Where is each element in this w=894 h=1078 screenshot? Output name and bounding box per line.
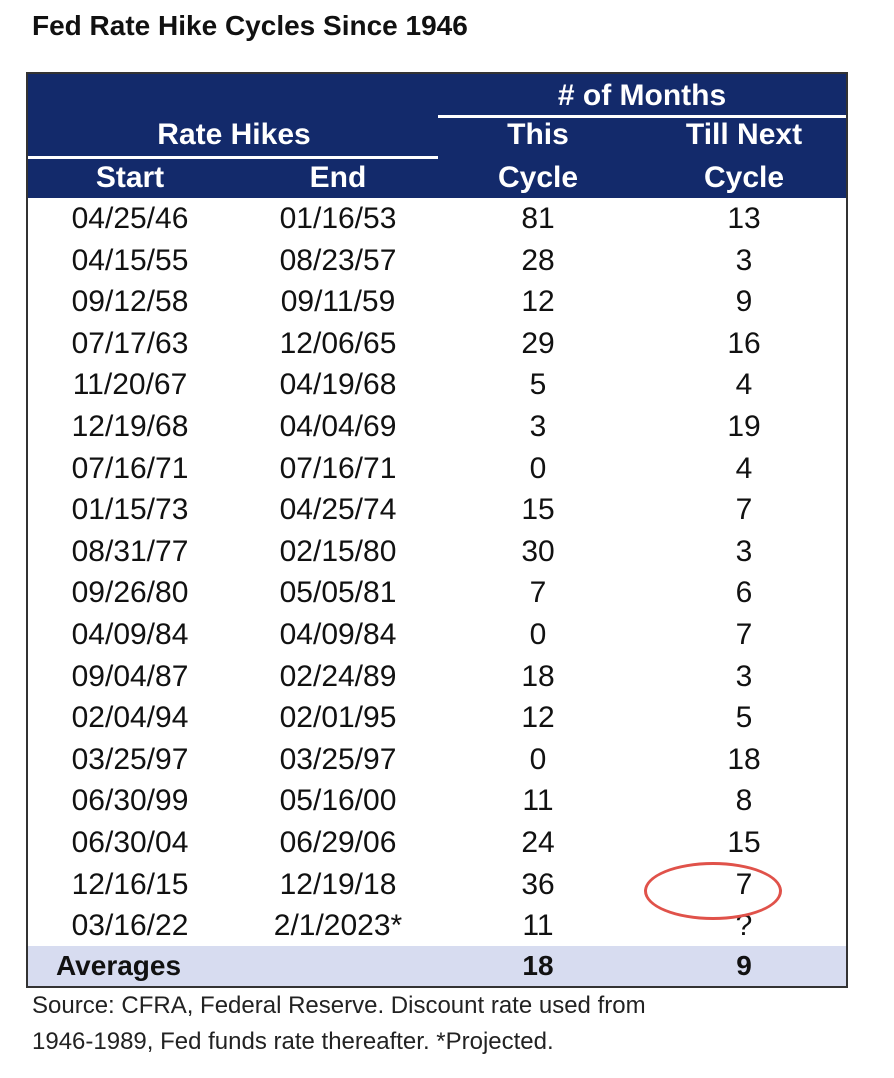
end-cell: 04/04/69 [279,409,397,443]
this-cycle-cell: 15 [521,493,555,527]
table-row [28,406,846,448]
till-next-cycle-cell: 4 [735,451,753,485]
start-cell: 09/26/80 [71,576,189,610]
till-next-cycle-cell: 13 [727,202,761,235]
start-cell: 02/04/94 [71,701,189,735]
end-cell: 07/16/71 [279,451,397,485]
end-cell: 12/19/18 [279,867,397,901]
till-next-cycle-cell: 5 [735,701,753,735]
start-cell: 01/15/73 [71,493,189,527]
this-cycle-cell: 36 [521,867,555,901]
till-next-cycle-cell: 3 [735,659,753,693]
table-row [28,364,846,406]
this-cycle-cell: 24 [521,825,555,859]
end-header: End [309,161,367,194]
rate-hike-table [26,72,848,988]
table-row [28,531,846,573]
source-line-2: 1946-1989, Fed funds rate thereafter. *Projected. [32,1028,554,1055]
table-row [28,572,846,614]
table-header [28,74,846,198]
till-next-cycle-cell: 15 [727,825,761,859]
table-row [28,739,846,781]
start-header: Start [95,161,165,194]
table-row [28,448,846,490]
till-next-cycle-cell: 3 [735,243,753,277]
start-cell: 09/04/87 [71,659,189,693]
end-cell: 01/16/53 [279,202,397,235]
table-row [28,323,846,365]
till-next-cycle-cell: 18 [727,742,761,776]
months-group-header: # of Months [557,79,727,112]
table-row [28,198,846,240]
end-cell: 08/23/57 [279,243,397,277]
page-title: Fed Rate Hike Cycles Since 1946 [32,10,468,41]
source-line-1: Source: CFRA, Federal Reserve. Discount rate used from [32,992,646,1019]
start-cell: 03/25/97 [71,742,189,776]
table-row [28,697,846,739]
averages-till-next-cycle: 9 [736,950,752,981]
till-next-cycle-header-line2: Cycle [703,161,785,194]
end-cell: 02/24/89 [279,659,397,693]
till-next-cycle-cell: 7 [735,867,753,901]
this-cycle-cell: 81 [521,202,555,235]
end-cell: 03/25/97 [279,742,397,776]
this-cycle-header-line2: Cycle [497,161,579,194]
table-body [28,198,846,947]
source-note [32,988,852,1060]
this-cycle-cell: 7 [529,576,547,610]
table-row [28,905,846,947]
this-cycle-cell: 0 [529,742,547,776]
this-cycle-cell: 30 [521,534,555,568]
this-cycle-cell: 0 [529,617,547,651]
till-next-cycle-cell: 8 [735,784,753,818]
start-cell: 08/31/77 [71,534,189,568]
till-next-cycle-cell: ? [735,909,753,943]
this-cycle-cell: 29 [521,326,555,360]
start-cell: 07/17/63 [71,326,189,360]
averages-this-cycle: 18 [522,950,554,981]
start-cell: 04/09/84 [71,617,189,651]
end-cell: 04/09/84 [279,617,397,651]
table-row [28,864,846,906]
this-cycle-header-line1: This [507,118,569,151]
till-next-cycle-cell: 16 [727,326,761,360]
table-row [28,656,846,698]
start-cell: 12/16/15 [71,867,189,901]
averages-row [28,946,846,986]
this-cycle-cell: 0 [529,451,547,485]
end-cell: 02/15/80 [279,534,397,568]
this-cycle-cell: 18 [521,659,555,693]
this-cycle-cell: 11 [522,784,554,818]
start-cell: 04/15/55 [71,243,189,277]
table-row [28,281,846,323]
end-cell: 05/05/81 [279,576,397,610]
averages-label: Averages [56,950,182,981]
table-row [28,240,846,282]
start-cell: 03/16/22 [71,909,189,943]
end-cell: 2/1/2023* [273,909,403,943]
end-cell: 12/06/65 [279,326,397,360]
this-cycle-cell: 3 [529,409,547,443]
start-cell: 11/20/67 [72,368,188,402]
end-cell: 04/25/74 [279,493,397,527]
start-cell: 06/30/04 [71,825,189,859]
till-next-cycle-cell: 7 [735,493,753,527]
this-cycle-cell: 12 [521,701,555,735]
till-next-cycle-cell: 19 [727,409,761,443]
start-cell: 06/30/99 [71,784,189,818]
till-next-cycle-cell: 6 [735,576,753,610]
start-cell: 12/19/68 [71,409,189,443]
end-cell: 09/11/59 [280,285,396,319]
start-cell: 04/25/46 [71,202,189,235]
rate-hikes-group-header: Rate Hikes [157,118,311,151]
till-next-cycle-cell: 7 [735,617,753,651]
end-cell: 06/29/06 [279,825,397,859]
table-row [28,822,846,864]
till-next-cycle-cell: 4 [735,368,753,402]
till-next-cycle-cell: 3 [735,534,753,568]
this-cycle-cell: 5 [529,368,547,402]
end-cell: 05/16/00 [279,784,397,818]
start-cell: 09/12/58 [71,285,189,319]
table-row [28,614,846,656]
this-cycle-cell: 12 [521,285,555,319]
this-cycle-cell: 11 [522,909,554,943]
end-cell: 04/19/68 [279,368,397,402]
start-cell: 07/16/71 [71,451,189,485]
this-cycle-cell: 28 [521,243,555,277]
table-row [28,780,846,822]
till-next-cycle-header-line1: Till Next [685,118,803,151]
till-next-cycle-cell: 9 [735,285,753,319]
end-cell: 02/01/95 [279,701,397,735]
table-row [28,489,846,531]
